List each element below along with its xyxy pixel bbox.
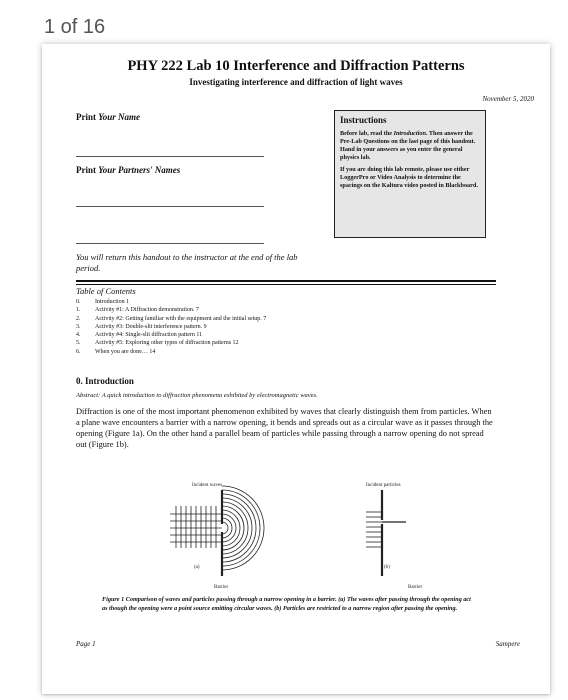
page-counter: 1 of 16: [44, 16, 106, 38]
document-date: November 5, 2020: [482, 95, 534, 103]
toc-item[interactable]: 5. Activity #5: Exploring other types of diffraction patterns 12: [76, 340, 239, 347]
partners-field-line-2[interactable]: [76, 243, 264, 244]
return-note: You will return this handout to the instructor at the end of the lab period.: [76, 252, 298, 273]
incident-waves-label: Incident waves: [192, 483, 223, 488]
figure-1a-waves: [170, 483, 264, 590]
toc-item[interactable]: 4. Activity #4: Single-slit diffraction pattern 11: [76, 332, 203, 339]
section-abstract: Abstract: A quick introduction to diffraction phenomena exhibited by electromagnetic waves.: [76, 392, 318, 399]
figure-1b-particles: [366, 483, 422, 590]
figure-caption: Figure 1 Comparison of waves and particles passing through a narrow opening in a barrier. (a) The waves after passing through the opening act as though the opening were a point source emitting circular waves. (b) Particles are restricted to a narrow region after passing the opening.: [102, 596, 471, 612]
barrier-a-label: Barrier: [214, 585, 229, 590]
partners-field-label: Print Your Partners' Names: [76, 165, 181, 175]
toc-title: Table of Contents: [76, 286, 136, 296]
page-subtitle: Investigating interference and diffraction of light waves: [189, 77, 403, 87]
footer-author: Sampere: [495, 640, 520, 648]
footer-page: Page 1: [76, 640, 96, 648]
figure-a-label: (a): [194, 565, 200, 570]
toc-item[interactable]: 3. Activity #3: Double-slit interference pattern. 9: [76, 323, 207, 330]
instructions-title: Instructions: [340, 115, 387, 125]
figure-b-label: (b): [384, 565, 390, 570]
instructions-paragraph-1: Before lab, read the Introduction. Then answer the Pre-Lab Questions on the last page of this handout. Hand in your answers as you enter the general physics lab.: [340, 130, 476, 161]
instructions-box: [334, 110, 486, 238]
barrier-b-label: Barrier: [408, 585, 423, 590]
incident-particles-label: Incident particles: [366, 483, 401, 488]
toc-item[interactable]: 0. Introduction 1: [76, 299, 130, 305]
section-heading: 0. Introduction: [76, 376, 134, 386]
toc-item[interactable]: 2. Activity #2: Getting familiar with the equipment and the initial setup. 7: [76, 315, 267, 322]
divider-thin: [76, 284, 496, 285]
figure-1: [130, 476, 470, 594]
page-title: PHY 222 Lab 10 Interference and Diffraction Patterns: [127, 58, 465, 74]
table-of-contents: [76, 298, 266, 356]
viewer-toolbar: [0, 0, 568, 46]
name-field-label: Print Your Name: [76, 112, 141, 122]
document-page[interactable]: [42, 44, 550, 694]
instructions-paragraph-2: If you are doing this lab remote, please use either LoggerPro or Video Analysis to determine the spacings on the Kaltura video posted in Blackboard.: [340, 166, 478, 189]
toc-item[interactable]: 6. When you are done… 14: [76, 348, 156, 355]
toc-item[interactable]: 1. Activity #1: A Diffraction demonstration. 7: [76, 307, 199, 314]
name-field-line[interactable]: [76, 156, 264, 157]
partners-field-line-1[interactable]: [76, 206, 264, 207]
section-body: Diffraction is one of the most important phenomenon exhibited by waves that clearly distinguish them from particles. When a plane wave encounters a barrier with a narrow opening, it bends and spreads out as a circular wave as it passes through the opening (Figure 1a). On the other hand a parallel beam of particles while passing through a narrow opening do not spread out (Figure 1b).: [76, 407, 493, 449]
divider-thick: [76, 280, 496, 282]
